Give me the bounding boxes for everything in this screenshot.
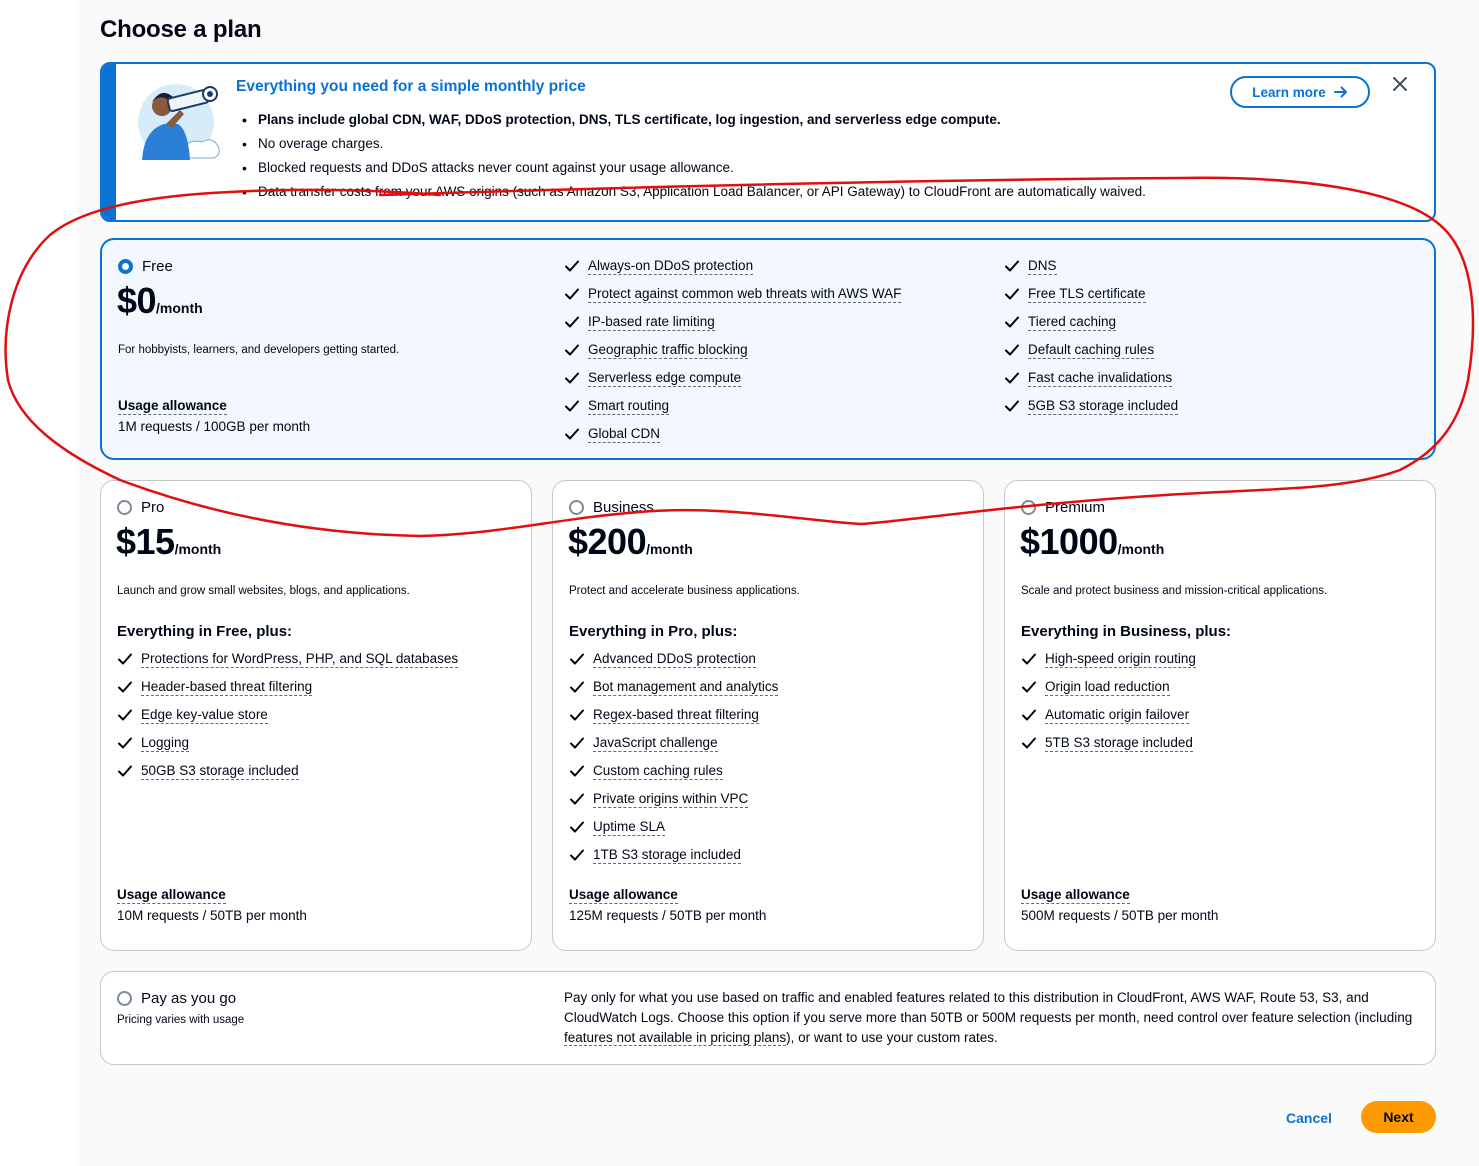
usage-allowance-label[interactable]: Usage allowance [1021, 887, 1130, 902]
check-icon [564, 258, 580, 274]
feature-label[interactable]: 5GB S3 storage included [1028, 397, 1179, 413]
plan-description: Scale and protect business and mission-critical applications. [1021, 585, 1328, 597]
usage-allowance-value: 125M requests / 50TB per month [569, 908, 767, 923]
plan-plus-heading: Everything in Free, plus: [117, 623, 293, 640]
plan-price: $1000/month [1020, 521, 1165, 562]
plan-price: $15/month [116, 521, 222, 562]
check-icon [569, 763, 585, 779]
feature-item [564, 336, 901, 364]
feature-item [564, 392, 901, 420]
dismiss-banner-button[interactable] [1388, 72, 1412, 96]
radio-selected-icon[interactable] [118, 259, 133, 274]
plan-name: Business [593, 499, 654, 516]
feature-item [569, 673, 778, 701]
feature-item [117, 729, 458, 757]
feature-label[interactable]: Advanced DDoS protection [593, 650, 756, 666]
cancel-button[interactable]: Cancel [1276, 1104, 1342, 1132]
check-icon [1021, 679, 1037, 695]
feature-item [1004, 392, 1178, 420]
feature-label[interactable]: High-speed origin routing [1045, 650, 1196, 666]
feature-item [564, 252, 901, 280]
feature-item [564, 420, 901, 448]
banner-bullet: • Blocked requests and DDoS attacks never count against your usage allowance. [242, 156, 1146, 180]
feature-list [569, 645, 778, 869]
feature-item [1021, 673, 1196, 701]
plan-price: $0/month [117, 280, 203, 321]
check-icon [569, 707, 585, 723]
feature-label[interactable]: Origin load reduction [1045, 678, 1170, 694]
feature-item [1004, 252, 1178, 280]
check-icon [569, 735, 585, 751]
feature-item [569, 841, 778, 869]
feature-item [1021, 729, 1196, 757]
banner-bullet: • Plans include global CDN, WAF, DDoS protection, DNS, TLS certificate, log ingestion, and serverless edge compute. [242, 108, 1146, 132]
arrow-right-icon [1334, 86, 1348, 98]
feature-item [1021, 701, 1196, 729]
usage-allowance-value: 1M requests / 100GB per month [118, 419, 311, 434]
feature-item [1004, 336, 1178, 364]
plan-price: $200/month [568, 521, 693, 562]
check-icon [564, 314, 580, 330]
check-icon [569, 819, 585, 835]
banner-bullet: • No overage charges. [242, 132, 1146, 156]
usage-allowance-label[interactable]: Usage allowance [118, 398, 227, 413]
learn-more-button[interactable] [1230, 76, 1370, 108]
feature-item [569, 729, 778, 757]
check-icon [569, 679, 585, 695]
feature-label[interactable]: Protect against common web threats with AWS WAF [588, 285, 902, 301]
feature-label[interactable]: 1TB S3 storage included [593, 846, 741, 862]
feature-label[interactable]: Logging [141, 734, 190, 750]
feature-label[interactable]: Geographic traffic blocking [588, 341, 748, 357]
check-icon [1004, 398, 1020, 414]
check-icon [117, 763, 133, 779]
feature-item [1021, 645, 1196, 673]
check-icon [117, 651, 133, 667]
feature-item [564, 364, 901, 392]
check-icon [1021, 735, 1037, 751]
next-button[interactable]: Next [1361, 1101, 1436, 1133]
check-icon [564, 286, 580, 302]
feature-item [569, 701, 778, 729]
banner-bullet-list [242, 108, 1146, 204]
plan-card-premium[interactable] [1004, 480, 1436, 951]
plan-description: For hobbyists, learners, and developers getting started. [118, 344, 400, 356]
page-title: Choose a plan [100, 16, 262, 43]
feature-item [1004, 308, 1178, 336]
check-icon [1004, 370, 1020, 386]
check-icon [564, 426, 580, 442]
check-icon [569, 651, 585, 667]
plan-card-pay-as-you-go[interactable] [100, 971, 1436, 1065]
radio-unselected-icon[interactable] [117, 991, 132, 1006]
close-icon [1393, 77, 1407, 91]
feature-label[interactable]: Bot management and analytics [593, 678, 779, 694]
feature-item [117, 701, 458, 729]
feature-label[interactable]: Always-on DDoS protection [588, 257, 754, 273]
feature-label[interactable]: Serverless edge compute [588, 369, 742, 385]
feature-item [569, 813, 778, 841]
feature-list [564, 252, 901, 448]
check-icon [564, 342, 580, 358]
plan-description: Launch and grow small websites, blogs, and applications. [117, 585, 410, 597]
check-icon [564, 398, 580, 414]
feature-label[interactable]: Edge key-value store [141, 706, 268, 722]
feature-label[interactable]: Uptime SLA [593, 818, 666, 834]
feature-label[interactable]: Private origins within VPC [593, 790, 749, 806]
feature-label[interactable]: 5TB S3 storage included [1045, 734, 1193, 750]
feature-label[interactable]: Automatic origin failover [1045, 706, 1190, 722]
banner-bullet: • Data transfer costs from your AWS origins (such as Amazon S3, Application Load Balancer, or API Gateway) to CloudFront are automatically waived. [242, 180, 1146, 204]
feature-item [569, 645, 778, 673]
feature-label[interactable]: Regex-based threat filtering [593, 706, 759, 722]
feature-label[interactable]: 50GB S3 storage included [141, 762, 299, 778]
learn-more-label: Learn more [1252, 84, 1326, 100]
feature-label[interactable]: Header-based threat filtering [141, 678, 313, 694]
check-icon [1021, 651, 1037, 667]
check-icon [1004, 286, 1020, 302]
feature-label[interactable]: DNS [1028, 257, 1057, 273]
banner-accent-stripe [102, 64, 116, 220]
check-icon [117, 735, 133, 751]
plan-subtitle: Pricing varies with usage [117, 1014, 245, 1026]
plan-card-free[interactable] [100, 238, 1436, 460]
plan-plus-heading: Everything in Pro, plus: [569, 623, 738, 640]
feature-item [569, 785, 778, 813]
plan-name: Pro [141, 499, 165, 516]
feature-item [117, 757, 458, 785]
feature-label[interactable]: Smart routing [588, 397, 670, 413]
feature-item [117, 673, 458, 701]
check-icon [1004, 314, 1020, 330]
radio-unselected-icon[interactable] [1021, 500, 1036, 515]
feature-label[interactable]: JavaScript challenge [593, 734, 718, 750]
feature-list [1021, 645, 1196, 757]
plan-card-pro[interactable] [100, 480, 532, 951]
feature-item [117, 645, 458, 673]
usage-allowance-value: 10M requests / 50TB per month [117, 908, 307, 923]
info-banner [100, 62, 1436, 222]
plan-description: Protect and accelerate business applications. [569, 585, 800, 597]
check-icon [1004, 258, 1020, 274]
feature-label[interactable]: Custom caching rules [593, 762, 723, 778]
feature-list [117, 645, 458, 785]
feature-label[interactable]: Free TLS certificate [1028, 285, 1146, 301]
check-icon [569, 791, 585, 807]
feature-item [1004, 280, 1178, 308]
feature-label[interactable]: Fast cache invalidations [1028, 369, 1173, 385]
plan-name: Pay as you go [141, 990, 237, 1007]
radio-unselected-icon[interactable] [117, 500, 132, 515]
usage-allowance-value: 500M requests / 50TB per month [1021, 908, 1219, 923]
person-telescope-illustration [132, 78, 222, 162]
check-icon [569, 847, 585, 863]
feature-label[interactable]: Default caching rules [1028, 341, 1155, 357]
feature-label[interactable]: IP-based rate limiting [588, 313, 715, 329]
check-icon [117, 679, 133, 695]
feature-label[interactable]: Protections for WordPress, PHP, and SQL databases [141, 650, 459, 666]
feature-item [564, 308, 901, 336]
feature-item [564, 280, 901, 308]
feature-label[interactable]: Tiered caching [1028, 313, 1117, 329]
plan-plus-heading: Everything in Business, plus: [1021, 623, 1232, 640]
usage-allowance-label[interactable]: Usage allowance [117, 887, 226, 902]
feature-label[interactable]: Global CDN [588, 425, 661, 441]
plan-name: Free [142, 258, 173, 275]
plan-name: Premium [1045, 499, 1106, 516]
plan-card-business[interactable] [552, 480, 984, 951]
check-icon [117, 707, 133, 723]
usage-allowance-label[interactable]: Usage allowance [569, 887, 678, 902]
check-icon [564, 370, 580, 386]
features-not-available-link[interactable]: features not available in pricing plans [564, 1030, 787, 1045]
feature-item [569, 757, 778, 785]
pay-as-you-go-description: Pay only for what you use based on traffic and enabled features related to this distribution in CloudFront, AWS WAF, Route 53, S3, and CloudWatch Logs. Choose this option if you serve more than 50TB or 500M requests per month, need control over feature selection (including features not available in pricing plans), or want to use your custom rates. [564, 990, 1413, 1045]
banner-heading: Everything you need for a simple monthly price [236, 78, 586, 95]
check-icon [1021, 707, 1037, 723]
check-icon [1004, 342, 1020, 358]
feature-list [1004, 252, 1178, 420]
feature-item [1004, 364, 1178, 392]
radio-unselected-icon[interactable] [569, 500, 584, 515]
